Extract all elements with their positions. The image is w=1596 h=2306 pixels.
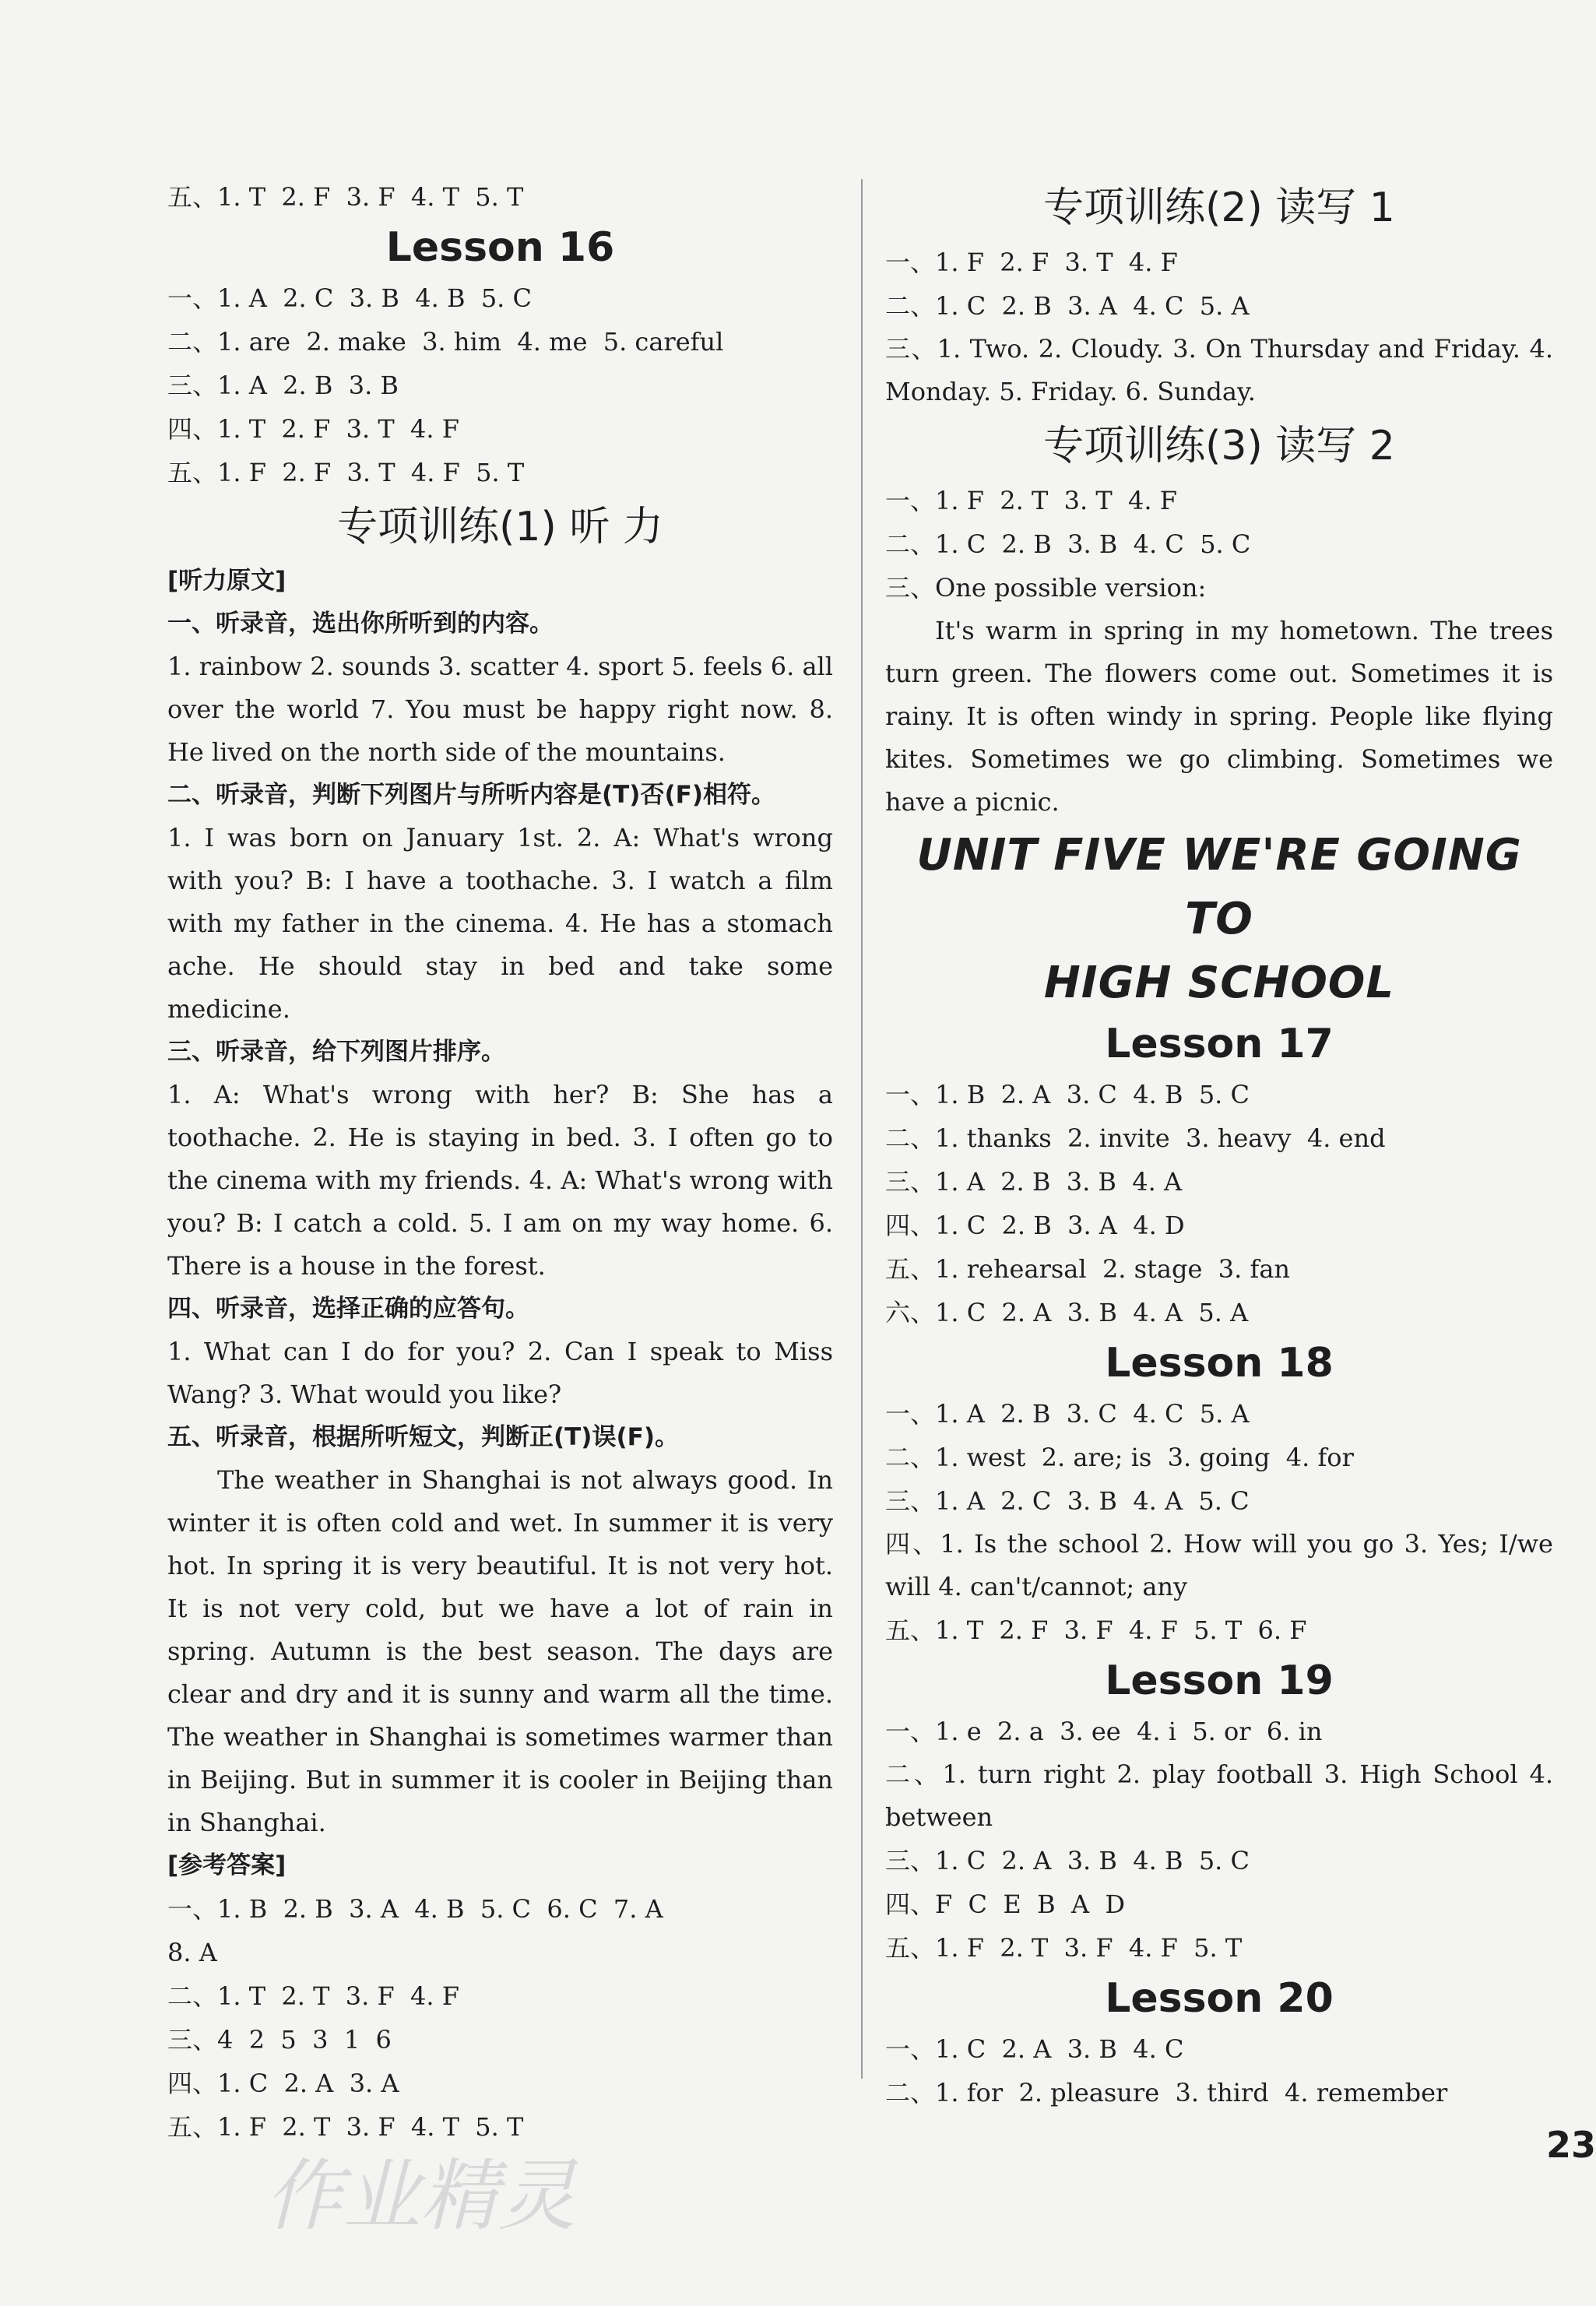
script-text: 1. What can I do for you? 2. Can I speak to Miss Wang? 3. What would you like? <box>167 1337 833 1409</box>
script-text: 1. rainbow 2. sounds 3. scatter 4. sport 5. feels 6. all over the world 7. You must be happy right now. 8. He lived on the north side of the mountains. <box>167 652 833 767</box>
lesson-16-title: Lesson 16 <box>385 224 615 271</box>
answer-line: 二、1. for 2. pleasure 3. third 4. remember <box>885 2078 1448 2107</box>
special-training-3-title: 专项训练(3) 读写 2 <box>1043 423 1395 469</box>
answer-line: 一、1. A 2. C 3. B 4. B 5. C <box>167 283 533 313</box>
right-column <box>885 175 1553 2114</box>
watermark: 作业精灵 <box>265 2150 576 2241</box>
section-title: 三、听录音，给下列图片排序。 <box>167 1038 505 1066</box>
answer-line: 五、1. F 2. F 3. T 4. F 5. T <box>167 458 525 487</box>
answer-line: 四、1. T 2. F 3. T 4. F <box>167 414 459 444</box>
script-text: 1. A: What's wrong with her? B: She has a toothache. 2. He is staying in bed. 3. I often go to the cinema with my friends. 4. A: What's wrong with you? B: I catch a cold. 5. I am on my way home. 6. There is a house in the forest. <box>167 1080 833 1281</box>
section-title: 五、听录音，根据所听短文，判断正(T)误(F)。 <box>167 1423 679 1451</box>
answer-line: 四、1. C 2. B 3. A 4. D <box>885 1211 1185 1240</box>
lesson-18-title: Lesson 18 <box>1105 1340 1334 1387</box>
answer-line: 五、1. T 2. F 3. F 4. F 5. T 6. F <box>885 1615 1307 1645</box>
answer-line: 三、4 2 5 3 1 6 <box>167 2025 392 2055</box>
answer-line: 8. A <box>167 1938 217 1967</box>
answer-line: 三、1. A 2. B 3. B 4. A <box>885 1167 1183 1197</box>
answer-line: 三、1. C 2. A 3. B 4. B 5. C <box>885 1846 1250 1875</box>
answer-header: [参考答案] <box>167 1851 287 1879</box>
answer-line: 二、1. are 2. make 3. him 4. me 5. careful <box>167 327 724 357</box>
answer-line: 一、1. B 2. B 3. A 4. B 5. C 6. C 7. A <box>167 1894 663 1924</box>
answer-line: 一、1. F 2. F 3. T 4. F <box>885 248 1178 277</box>
script-passage: The weather in Shanghai is not always good. In winter it is often cold and wet. In summer it is very hot. In spring it is very beautiful. It is not very hot. It is not very cold, but we have a lot of rain in spring. Autumn is the best season. The days are clear and dry and it is sunny and warm all the time. The weather in Shanghai is sometimes warmer than in Beijing. But in summer it is cooler in Beijing than in Shanghai. <box>167 1465 833 1837</box>
answer-line: 五、1. rehearsal 2. stage 3. fan <box>885 1254 1291 1284</box>
lesson-19-title: Lesson 19 <box>1105 1657 1334 1704</box>
answer-line: 三、1. A 2. B 3. B <box>167 371 399 400</box>
answer-paragraph: 二、1. turn right 2. play football 3. High School 4. between <box>885 1759 1553 1832</box>
answer-line: 二、1. C 2. B 3. B 4. C 5. C <box>885 529 1251 559</box>
unit-title-line-1: UNIT FIVE WE'RE GOING TO <box>916 830 1522 944</box>
script-text: 1. I was born on January 1st. 2. A: What's wrong with you? B: I have a toothache. 3. I watch a film with my father in the cinema. 4. He has a stomach ache. He should stay in bed and take some medicine. <box>167 823 833 1024</box>
answer-line: 一、1. e 2. a 3. ee 4. i 5. or 6. in <box>885 1717 1323 1746</box>
answer-line: 三、1. A 2. C 3. B 4. A 5. C <box>885 1486 1250 1516</box>
unit-title-line-2: HIGH SCHOOL <box>1043 958 1395 1008</box>
section-title: 一、听录音，选出你所听到的内容。 <box>167 610 554 638</box>
lesson-20-title: Lesson 20 <box>1105 1975 1334 2022</box>
section-title: 二、听录音，判断下列图片与所听内容是(T)否(F)相符。 <box>167 781 775 809</box>
special-training-1-title: 专项训练(1) 听 力 <box>337 504 663 550</box>
sample-essay: It's warm in spring in my hometown. The trees turn green. The flowers come out. Sometimes it is rainy. It is often windy in spring. People like flying kites. Sometimes we go climbing. Sometimes we have a picnic. <box>885 616 1553 817</box>
answer-line: 一、1. A 2. B 3. C 4. C 5. A <box>885 1399 1250 1429</box>
answer-line: 一、1. F 2. T 3. T 4. F <box>885 486 1177 515</box>
special-training-2-title: 专项训练(2) 读写 1 <box>1043 185 1395 231</box>
answer-line: 五、1. T 2. F 3. F 4. T 5. T <box>167 182 524 212</box>
answer-line: 五、1. F 2. T 3. F 4. T 5. T <box>167 2112 524 2142</box>
answer-paragraph: 三、1. Two. 2. Cloudy. 3. On Thursday and Friday. 4. Monday. 5. Friday. 6. Sunday. <box>885 334 1553 406</box>
answer-line: 四、F C E B A D <box>885 1889 1126 1919</box>
script-header: [听力原文] <box>167 567 287 595</box>
answer-line: 二、1. west 2. are; is 3. going 4. for <box>885 1443 1354 1472</box>
section-title: 四、听录音，选择正确的应答句。 <box>167 1295 529 1323</box>
column-divider <box>861 179 863 2079</box>
answer-line: 三、One possible version: <box>885 573 1207 603</box>
left-column <box>167 175 833 2149</box>
answer-line: 二、1. T 2. T 3. F 4. F <box>167 1981 459 2011</box>
answer-line: 一、1. B 2. A 3. C 4. B 5. C <box>885 1080 1250 1109</box>
answer-line: 六、1. C 2. A 3. B 4. A 5. A <box>885 1298 1249 1327</box>
answer-line: 二、1. C 2. B 3. A 4. C 5. A <box>885 291 1250 321</box>
page-number: 23 <box>1545 2124 1596 2166</box>
answer-line: 四、1. C 2. A 3. A <box>167 2069 399 2098</box>
answer-line: 一、1. C 2. A 3. B 4. C <box>885 2034 1184 2064</box>
answer-line: 五、1. F 2. T 3. F 4. F 5. T <box>885 1933 1243 1963</box>
answer-paragraph: 四、1. Is the school 2. How will you go 3. Yes; I/we will 4. can't/cannot; any <box>885 1529 1553 1601</box>
answer-line: 二、1. thanks 2. invite 3. heavy 4. end <box>885 1123 1386 1153</box>
lesson-17-title: Lesson 17 <box>1105 1021 1334 1067</box>
